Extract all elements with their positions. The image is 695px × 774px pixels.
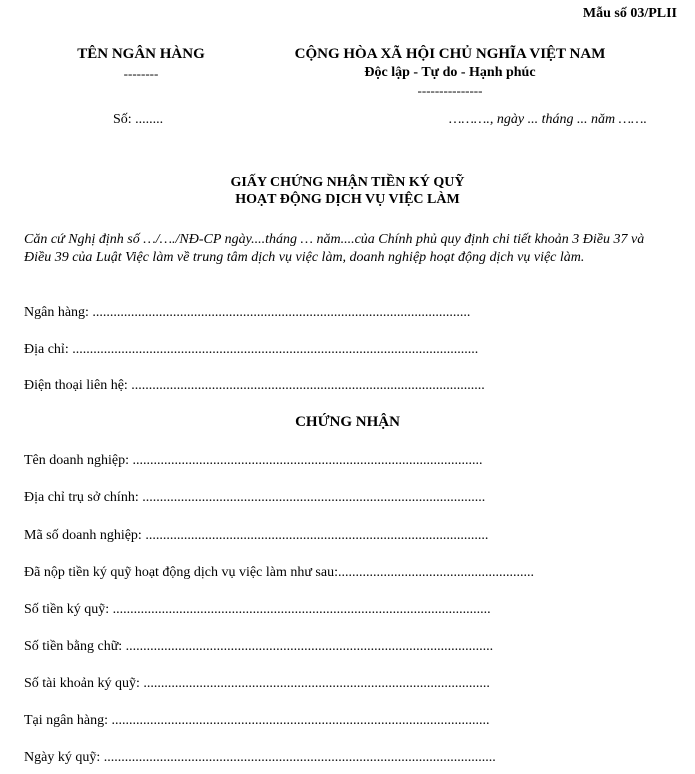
form-code: Mẫu số 03/PLII: [582, 6, 677, 21]
nation-title: CỘNG HÒA XÃ HỘI CHỦ NGHĨA VIỆT NAM: [294, 46, 606, 62]
field-enterprise-code: Mã số doanh nghiệp: ..................................................................................................: [24, 528, 489, 543]
field-deposit-account: Số tài khoản ký quỹ: ...................................................................................................: [24, 676, 490, 691]
document-date: ………., ngày ... tháng ... năm …….: [449, 112, 647, 127]
field-head-office-address: Địa chỉ trụ sở chính: ..................................................................................................: [24, 490, 486, 505]
section-title-certification: CHỨNG NHẬN: [295, 414, 400, 430]
national-motto: Độc lập - Tự do - Hạnh phúc: [364, 65, 536, 80]
motto-separator: ---------------: [417, 83, 483, 98]
field-amount-in-words: Số tiền bằng chữ: .........................................................................................................: [24, 639, 494, 654]
document-title-line2: HOẠT ĐỘNG DỊCH VỤ VIỆC LÀM: [235, 192, 460, 207]
legal-basis-paragraph: Căn cứ Nghị định số …/…./NĐ-CP ngày....tháng … năm....của Chính phủ quy định chi tiết khoản 3 Điều 37 và Điều 39 của Luật Việc làm về trung tâm dịch vụ việc làm, doanh nghiệp hoạt động dịch vụ việc làm.: [24, 232, 645, 265]
field-deposit-date: Ngày ký quỹ: ................................................................................................................: [24, 750, 496, 765]
field-deposit-statement: Đã nộp tiền ký quỹ hoạt động dịch vụ việc làm như sau:........................................................: [24, 565, 534, 580]
document-title-line1: GIẤY CHỨNG NHẬN TIỀN KÝ QUỸ: [230, 175, 465, 190]
field-bank-address: Địa chỉ: ....................................................................................................................: [24, 342, 479, 357]
field-deposit-amount: Số tiền ký quỹ: ............................................................................................................: [24, 602, 491, 617]
field-at-bank: Tại ngân hàng: ............................................................................................................: [24, 713, 490, 728]
bank-separator: --------: [123, 66, 159, 81]
field-bank-name: Ngân hàng: ............................................................................................................: [24, 305, 471, 320]
field-bank-phone: Điện thoại liên hệ: .....................................................................................................: [24, 378, 485, 393]
field-company-name: Tên doanh nghiệp: ....................................................................................................: [24, 453, 483, 468]
bank-name-heading: TÊN NGÂN HÀNG: [77, 46, 205, 62]
document-number: Số: ........: [113, 112, 164, 127]
